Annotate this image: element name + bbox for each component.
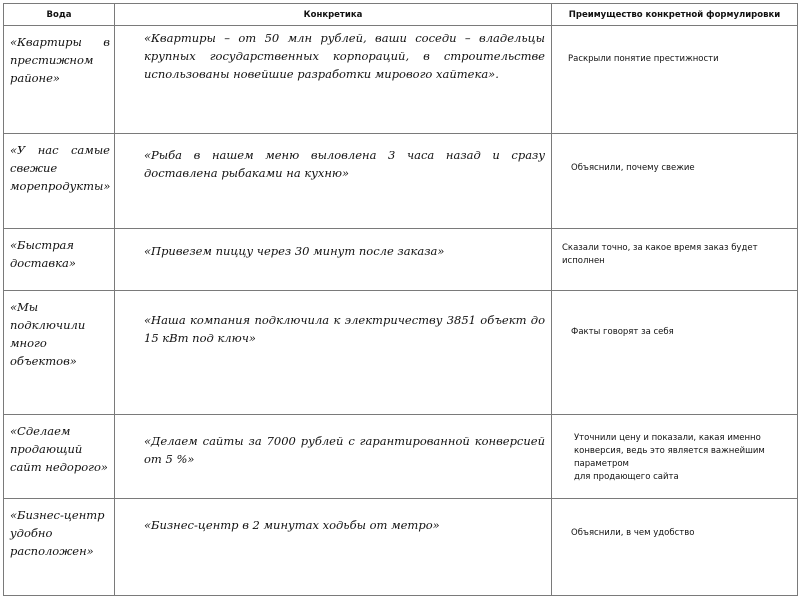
advantage-line: исполнен <box>562 256 605 266</box>
water-cell: «Бизнес-центр удобно расположен» <box>4 499 115 596</box>
concrete-cell: «Квартиры – от 50 млн рублей, ваши соседи – владельцы крупных государственных корпораций, в строительстве использованы новейшие разработки мирового хайтека». <box>115 26 552 134</box>
advantage-line: Уточнили цену и показали, какая именно <box>574 433 761 443</box>
water-cell: «Квартиры в престижном районе» <box>4 26 115 134</box>
advantage-cell <box>552 229 798 291</box>
water-cell: «Быстрая доставка» <box>4 229 115 291</box>
advantage-line: Сказали точно, за какое время заказ будет <box>562 243 758 253</box>
advantage-cell <box>552 415 798 499</box>
advantage-line: Объяснили, в чем удобство <box>571 528 695 538</box>
concrete-cell: «Бизнес-центр в 2 минутах ходьбы от метро» <box>115 499 552 596</box>
table-header-row <box>4 4 798 26</box>
advantage-line: конверсия, ведь это является важнейшим параметром <box>574 446 765 469</box>
table-row <box>4 499 798 596</box>
comparison-table <box>3 3 798 596</box>
concrete-cell: «Делаем сайты за 7000 рублей с гарантированной конверсией от 5 %» <box>115 415 552 499</box>
table-row <box>4 134 798 229</box>
header-concrete: Конкретика <box>115 4 552 26</box>
water-cell: «Мы подключили много объектов» <box>4 291 115 415</box>
water-cell: «Сделаем продающий сайт недорого» <box>4 415 115 499</box>
advantage-line: Раскрыли понятие престижности <box>568 54 719 64</box>
comparison-table-container <box>3 3 797 596</box>
concrete-cell: «Наша компания подключила к электричеству 3851 объект до 15 кВт под ключ» <box>115 291 552 415</box>
advantage-cell <box>552 134 798 229</box>
header-water: Вода <box>4 4 115 26</box>
table-row <box>4 291 798 415</box>
table-row <box>4 26 798 134</box>
concrete-cell: «Рыба в нашем меню выловлена 3 часа назад и сразу доставлена рыбаками на кухню» <box>115 134 552 229</box>
advantage-line: Факты говорят за себя <box>571 327 674 337</box>
advantage-cell <box>552 499 798 596</box>
table-row <box>4 229 798 291</box>
concrete-cell: «Привезем пиццу через 30 минут после заказа» <box>115 229 552 291</box>
table-row <box>4 415 798 499</box>
advantage-cell <box>552 291 798 415</box>
water-cell: «У нас самые свежие морепродукты» <box>4 134 115 229</box>
header-advantage: Преимущество конкретной формулировки <box>552 4 798 26</box>
advantage-cell <box>552 26 798 134</box>
advantage-line: Объяснили, почему свежие <box>571 163 695 173</box>
advantage-line: для продающего сайта <box>574 472 679 482</box>
